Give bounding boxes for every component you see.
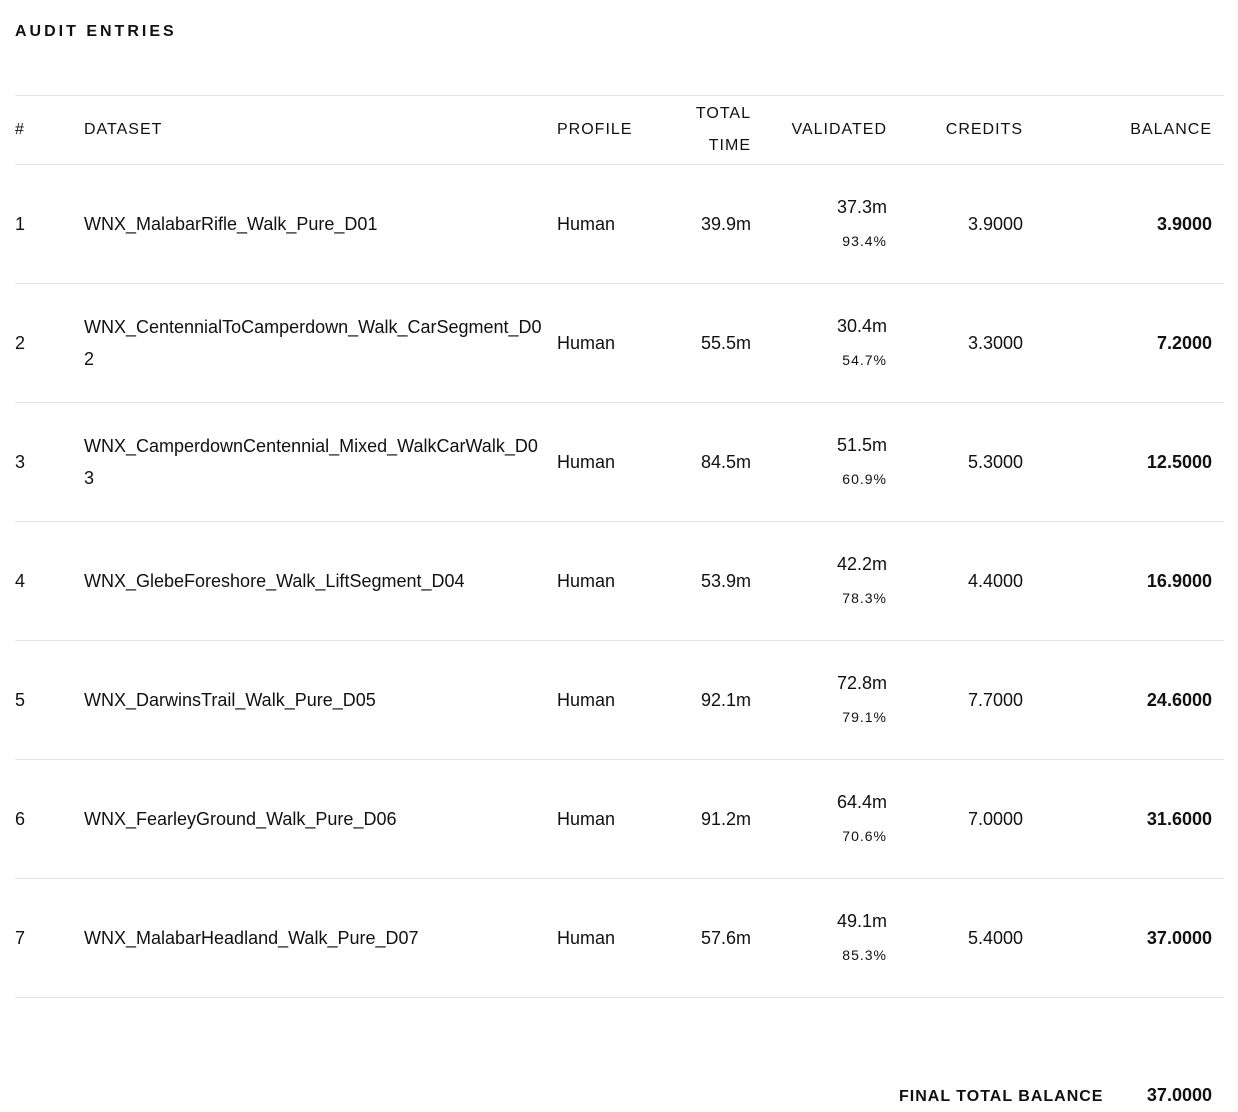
dataset-name: WNX_CamperdownCentennial_Mixed_WalkCarWalk_D03 <box>84 403 557 522</box>
credits: 5.3000 <box>899 403 1035 522</box>
profile: Human <box>557 284 657 403</box>
credits: 3.3000 <box>899 284 1035 403</box>
table-row <box>15 165 1224 284</box>
header-total-time-line2: TIME <box>709 137 751 154</box>
row-number: 2 <box>15 284 84 403</box>
total-time: 92.1m <box>657 641 763 760</box>
balance: 12.5000 <box>1035 403 1224 522</box>
validated-cell <box>763 760 899 879</box>
dataset-name: WNX_GlebeForeshore_Walk_LiftSegment_D04 <box>84 522 557 641</box>
dataset-name: WNX_CentennialToCamperdown_Walk_CarSegment_D02 <box>84 284 557 403</box>
profile: Human <box>557 879 657 998</box>
profile: Human <box>557 165 657 284</box>
table-row <box>15 284 1224 403</box>
dataset-name: WNX_DarwinsTrail_Walk_Pure_D05 <box>84 641 557 760</box>
row-number: 5 <box>15 641 84 760</box>
validated-percent: 54.7% <box>763 349 887 371</box>
credits: 4.4000 <box>899 522 1035 641</box>
table-header-row <box>15 96 1224 165</box>
header-num: # <box>15 96 84 165</box>
row-number: 3 <box>15 403 84 522</box>
table-row <box>15 641 1224 760</box>
audit-entries-table <box>15 95 1224 1112</box>
total-time: 57.6m <box>657 879 763 998</box>
profile: Human <box>557 403 657 522</box>
dataset-name: WNX_MalabarHeadland_Walk_Pure_D07 <box>84 879 557 998</box>
credits: 5.4000 <box>899 879 1035 998</box>
row-number: 7 <box>15 879 84 998</box>
header-validated: VALIDATED <box>763 96 899 165</box>
validated-cell <box>763 879 899 998</box>
validated-minutes: 72.8m <box>763 672 887 694</box>
total-time: 84.5m <box>657 403 763 522</box>
validated-minutes: 42.2m <box>763 553 887 575</box>
validated-minutes: 49.1m <box>763 910 887 932</box>
total-row <box>15 998 1224 1112</box>
validated-percent: 78.3% <box>763 587 887 609</box>
header-profile: PROFILE <box>557 96 657 165</box>
total-time: 53.9m <box>657 522 763 641</box>
final-total-balance-label: FINAL TOTAL BALANCE <box>899 1088 1103 1105</box>
total-time: 39.9m <box>657 165 763 284</box>
validated-percent: 70.6% <box>763 825 887 847</box>
table-row <box>15 760 1224 879</box>
dataset-name: WNX_MalabarRifle_Walk_Pure_D01 <box>84 165 557 284</box>
validated-minutes: 64.4m <box>763 791 887 813</box>
balance: 37.0000 <box>1035 879 1224 998</box>
validated-percent: 85.3% <box>763 944 887 966</box>
balance: 16.9000 <box>1035 522 1224 641</box>
balance: 31.6000 <box>1035 760 1224 879</box>
header-dataset: DATASET <box>84 96 557 165</box>
validated-cell <box>763 165 899 284</box>
table-row <box>15 879 1224 998</box>
validated-minutes: 37.3m <box>763 196 887 218</box>
row-number: 6 <box>15 760 84 879</box>
table-row <box>15 522 1224 641</box>
table-row <box>15 403 1224 522</box>
total-time: 55.5m <box>657 284 763 403</box>
final-total-balance-value: 37.0000 <box>1147 1085 1212 1105</box>
validated-minutes: 30.4m <box>763 315 887 337</box>
header-credits: CREDITS <box>899 96 1035 165</box>
credits: 7.7000 <box>899 641 1035 760</box>
section-title: AUDIT ENTRIES <box>15 23 177 41</box>
profile: Human <box>557 760 657 879</box>
balance: 7.2000 <box>1035 284 1224 403</box>
profile: Human <box>557 522 657 641</box>
validated-cell <box>763 522 899 641</box>
validated-minutes: 51.5m <box>763 434 887 456</box>
profile: Human <box>557 641 657 760</box>
validated-percent: 60.9% <box>763 468 887 490</box>
total-time: 91.2m <box>657 760 763 879</box>
validated-percent: 93.4% <box>763 230 887 252</box>
validated-cell <box>763 284 899 403</box>
row-number: 4 <box>15 522 84 641</box>
validated-cell <box>763 403 899 522</box>
credits: 3.9000 <box>899 165 1035 284</box>
balance: 3.9000 <box>1035 165 1224 284</box>
row-number: 1 <box>15 165 84 284</box>
credits: 7.0000 <box>899 760 1035 879</box>
dataset-name: WNX_FearleyGround_Walk_Pure_D06 <box>84 760 557 879</box>
header-balance: BALANCE <box>1035 96 1224 165</box>
balance: 24.6000 <box>1035 641 1224 760</box>
header-total-time-line1: TOTAL <box>696 105 751 122</box>
validated-percent: 79.1% <box>763 706 887 728</box>
header-total-time <box>657 96 763 165</box>
validated-cell <box>763 641 899 760</box>
